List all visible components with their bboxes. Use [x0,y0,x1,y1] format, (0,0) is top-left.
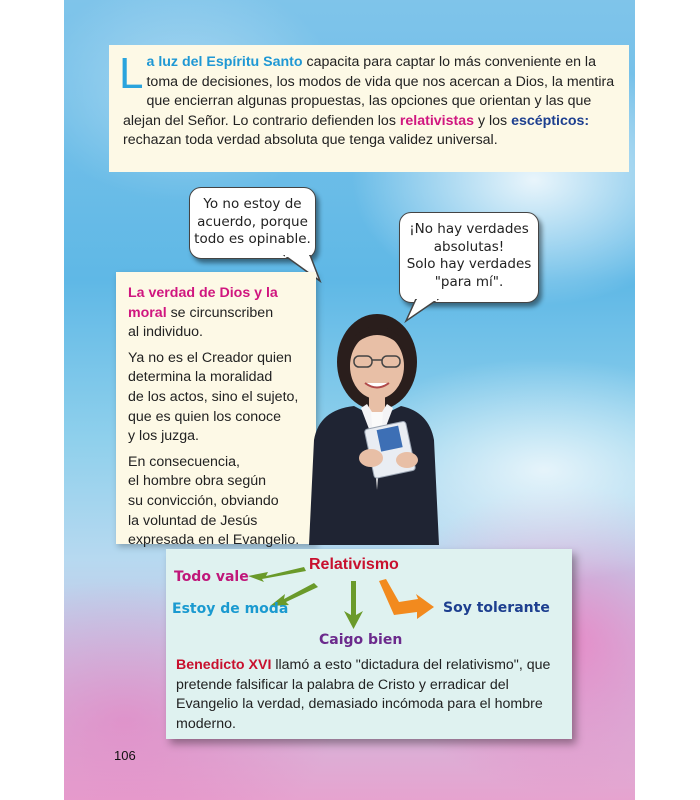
intro-box [109,45,629,172]
intro-text-part2: y los [474,112,512,129]
moral-card-title-rest: se circunscriben al individuo. [128,304,274,341]
moral-card [116,272,316,549]
page-number: 106 [114,748,136,763]
page-background [64,0,635,800]
moral-card-para3: En consecuencia, el hombre obra según su convicción, obviando la voluntad de Jesús expresada en el Evangelio. [128,453,300,549]
concept-caigo-bien: Caigo bien [319,632,403,648]
concept-todo-vale: Todo vale [174,569,249,585]
arrow-to-todo-vale-icon [248,567,306,582]
benedicto-text: llamó a esto "dictadura del relativismo", que pretende falsificar la palabra de Cristo y erradicar del Evangelio la verdad, demasiado incómoda para el hombre moderno. [176,657,551,732]
intro-highlight-espiritu: a luz del Espíritu Santo [146,54,303,70]
moral-card-para1 [128,284,312,343]
benedicto-highlight: Benedicto XVI [176,657,272,673]
moral-card-title: La verdad de Dios y la moral [128,285,278,321]
moral-card-para2: Ya no es el Creador quien determina la moralidad de los actos, sino el sujeto, que es quien los conoce y los juzga. [128,349,299,445]
arrow-to-soy-tolerante-icon [379,579,434,619]
drop-cap: L [119,49,144,98]
benedicto-paragraph [176,656,568,734]
concept-center-relativismo: Relativismo [309,556,399,573]
intro-highlight-relativistas: relativistas [399,112,474,129]
speech-bubble-left [189,187,316,259]
intro-highlight-escepticos: escépticos: [511,112,590,129]
speech-bubble-right-text: ¡No hay verdades absolutas! Solo hay verdades "para mí". [406,221,532,290]
intro-text-part3: rechazan toda verdad absoluta que tenga validez universal. [123,132,498,149]
relativism-panel [166,549,572,739]
arrow-to-caigo-bien-icon [344,581,363,629]
intro-paragraph [119,49,617,151]
concept-map [166,549,572,657]
concept-estoy-de-moda: Estoy de moda [172,601,289,617]
speech-bubble-right [399,212,539,303]
speech-bubble-left-text: Yo no estoy de acuerdo, porque todo es opinable. [194,196,311,247]
concept-soy-tolerante: Soy tolerante [443,600,550,616]
woman-photo [299,300,444,545]
intro-text-part1: capacita para captar lo más conveniente en la toma de decisiones, los modos de vida que nos acercan a Dios, la mentira que encierran algunas propuestas, las opciones que orientan y las que alejan del Señor. Lo contrario defienden los [123,54,615,129]
